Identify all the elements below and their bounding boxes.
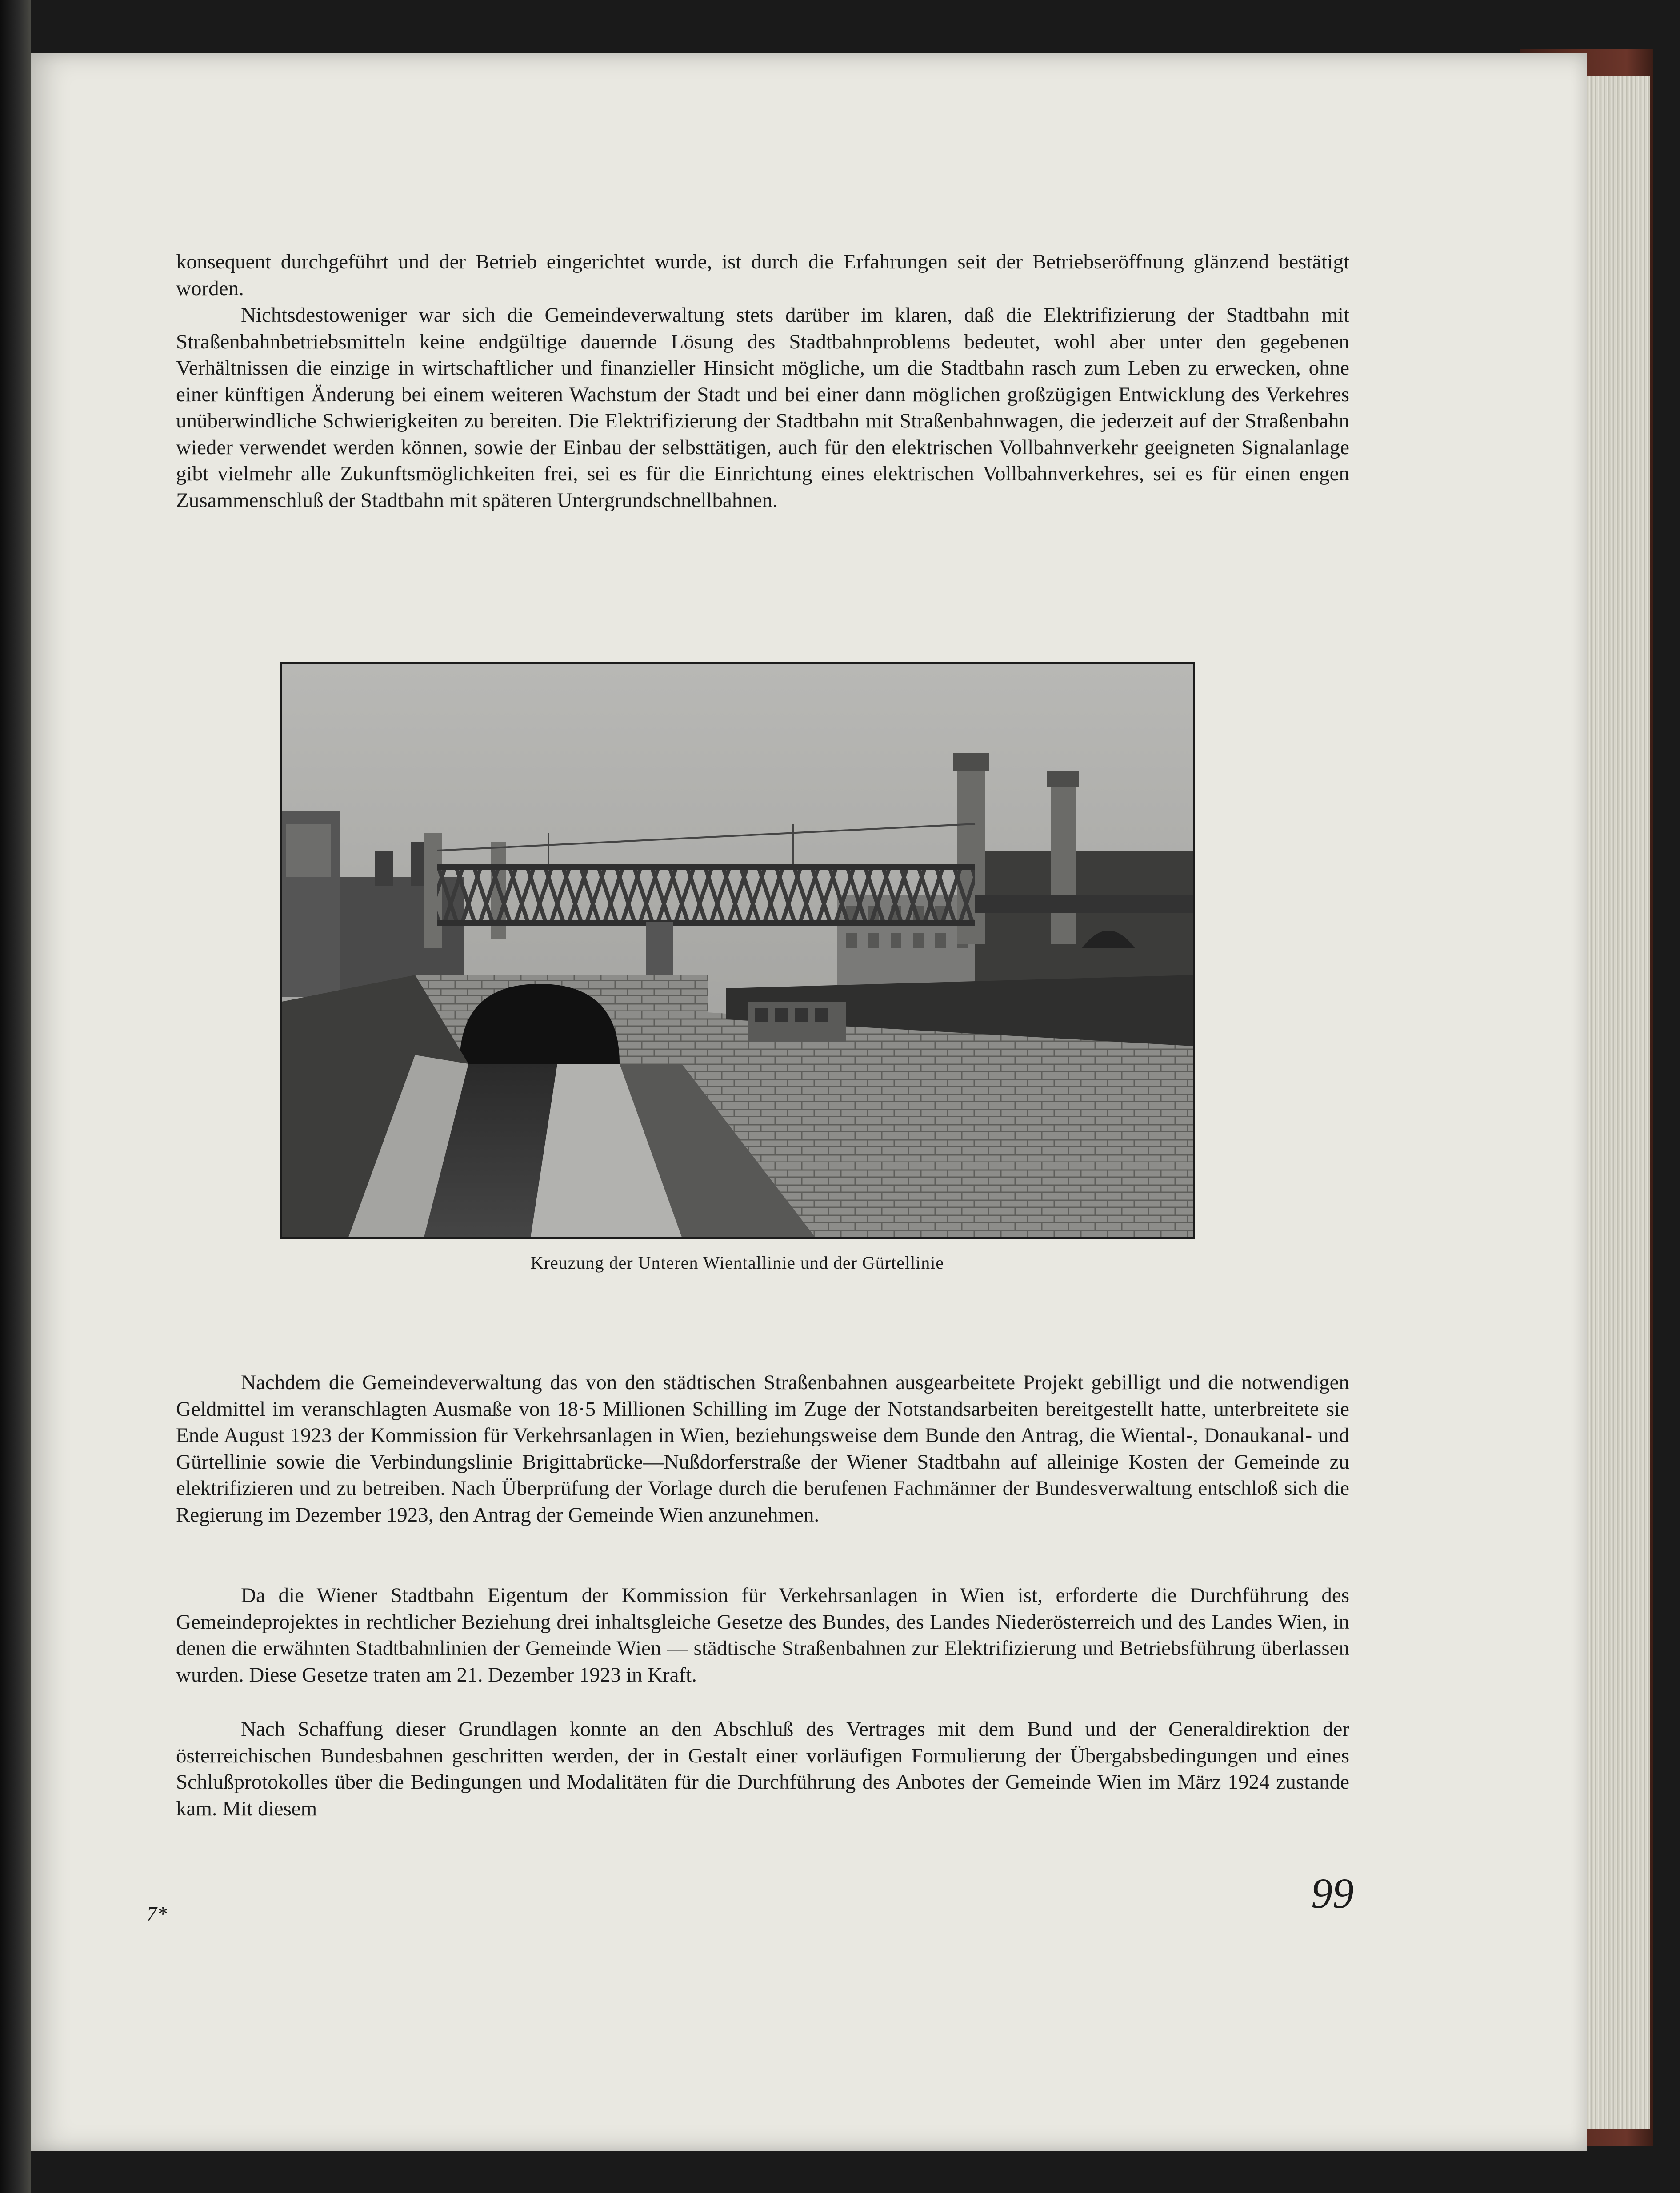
paragraph-contract: Nach Schaffung dieser Grundlagen konnte an den Abschluß des Vertrages mit dem Bund und der Generaldirektion der österreichischen Bundesbahnen geschritten werden, der in Gestalt einer vorläufigen Formulierung der Übergabsbedingungen und eines Schlußprotokolles über die Bedingungen und Modalitäten für die Durchführung des Anbotes der Gemeinde Wien im März 1924 zustande kam. Mit diesem — [176, 1718, 1349, 1820]
signature-mark: 7* — [147, 1902, 167, 1925]
book-spine — [0, 0, 31, 2193]
paragraph-continued: konsequent durchgeführt und der Betrieb eingerichtet wurde, ist durch die Erfahrungen seit der Betriebseröffnung glänzend bestätigt worden. — [176, 250, 1349, 300]
paragraph-stadtbahn-problem: Nichtsdestoweniger war sich die Gemeindeverwaltung stets darüber im klaren, daß die Elektrifizierung der Stadtbahn mit Straßenbahnbetriebsmitteln keine endgültige dauernde Lösung des Stadtbahnproblems bedeutet, wohl aber unter den gegebenen Verhältnissen die einzige in wirtschaftlicher und finanzieller Hinsicht mögliche, um die Stadtbahn rasch zum Leben zu erwecken, ohne einer künftigen Änderung bei einem weiteren Wachstum der Stadt und bei einer dann möglichen großzügigen Entwicklung des Verkehres unüberwindliche Schwierigkeiten zu bereiten. Die Elektrifizierung der Stadtbahn mit Straßenbahnwagen, die jederzeit auf der Straßenbahn wieder verwendet werden können, sowie der Einbau der selbsttätigen, auch für den elektrischen Vollbahnverkehr geeigneten Signalanlage gibt vielmehr alle Zukunftsmöglichkeiten frei, sei es für die Einrichtung eines elektrischen Vollbahnverkehres, sei es für einen engen Zusammenschluß der Stadtbahn mit späteren Untergrundschnellbahnen. — [176, 304, 1349, 512]
page-edges — [1582, 76, 1650, 2129]
figure-photo-railway-crossing — [280, 662, 1195, 1239]
page-number: 99 — [1311, 1869, 1354, 1917]
book-page — [31, 53, 1587, 2151]
figure-caption: Kreuzung der Unteren Wientallinie und der Gürtellinie — [530, 1253, 944, 1273]
paragraph-laws: Da die Wiener Stadtbahn Eigentum der Kommission für Verkehrsanlagen in Wien ist, erforderte die Durchführung des Gemeindeprojektes in rechtlicher Beziehung drei inhaltsgleiche Gesetze des Bundes, des Landes Niederösterreich und des Landes Wien, in denen die erwähnten Stadtbahnlinien der Gemeinde Wien — städtische Straßenbahnen zur Elektrifizierung und Betriebsführung überlassen wurden. Diese Gesetze traten am 21. Dezember 1923 in Kraft. — [176, 1584, 1349, 1686]
paragraph-project-approval: Nachdem die Gemeindeverwaltung das von den städtischen Straßenbahnen ausgearbeitete Projekt gebilligt und die notwendigen Geldmittel im veranschlagten Ausmaße von 18·5 Millionen Schilling im Zuge der Notstandsarbeiten bereitgestellt hatte, unterbreitete sie Ende August 1923 der Kommission für Verkehrsanlagen in Wien, beziehungsweise dem Bunde den Antrag, die Wiental-, Donaukanal- und Gürtellinie sowie die Verbindungslinie Brigittabrücke—Nußdorferstraße der Wiener Stadtbahn auf alleinige Kosten der Gemeinde zu elektrifizieren und zu betreiben. Nach Überprüfung der Vorlage durch die berufenen Fachmänner der Bundesverwaltung entschloß sich die Regierung im Dezember 1923, den Antrag der Gemeinde Wien anzunehmen. — [176, 1371, 1349, 1526]
